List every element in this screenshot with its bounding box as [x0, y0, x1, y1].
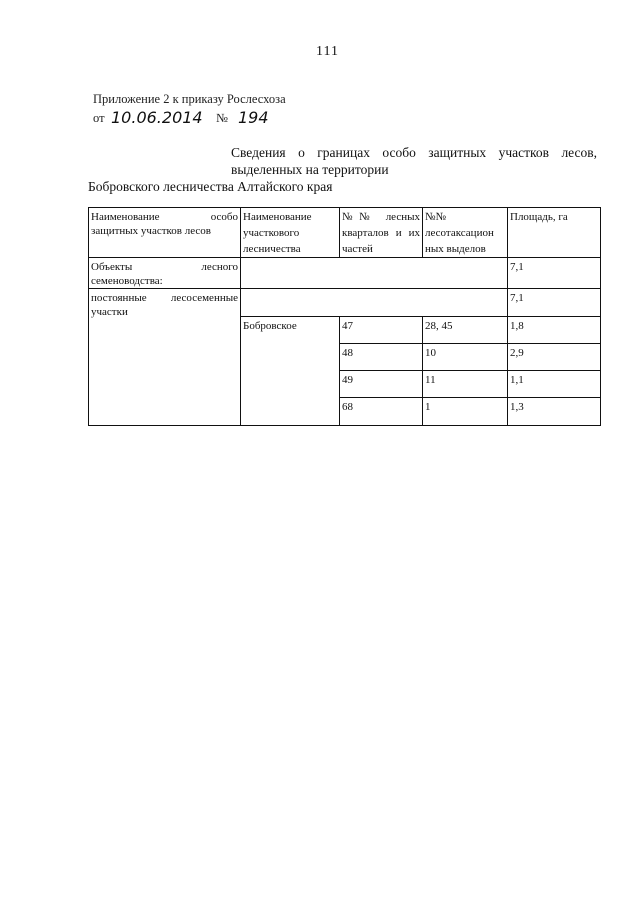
protected-areas-table: [88, 207, 601, 426]
document-title-line-3: Бобровского лесничества Алтайского края: [88, 179, 333, 194]
vydel-cell: 11: [423, 371, 508, 398]
header-text: лесотаксацион: [425, 227, 494, 239]
header-text: лесничества: [243, 243, 301, 255]
vydel-cell: 10: [423, 344, 508, 371]
header-text: частей: [342, 243, 373, 255]
header-text: Наименование: [243, 211, 312, 223]
order-number-label: №: [216, 111, 228, 125]
area-cell: 1,3: [508, 398, 601, 426]
order-reference-line: [93, 108, 269, 127]
cell-text: постоянные лесосеменные: [91, 292, 238, 304]
group-name-cell: [89, 258, 241, 289]
header-text: защитных участков лесов: [91, 225, 211, 237]
cell-text: семеноводства:: [91, 275, 163, 287]
cell-text: Объекты лесного: [91, 261, 238, 273]
header-cell-vydels: [423, 208, 508, 258]
vydel-cell: 1: [423, 398, 508, 426]
cell-text: участки: [91, 306, 128, 318]
area-cell: 1,8: [508, 317, 601, 344]
group-name-cell: [89, 289, 241, 426]
header-text: ных выделов: [425, 243, 486, 255]
area-cell: 2,9: [508, 344, 601, 371]
header-text: №№ лесных: [342, 211, 420, 223]
merged-empty-cell: [241, 258, 508, 289]
header-text: Наименование особо: [91, 211, 238, 223]
header-cell-protected-area: [89, 208, 241, 258]
table-row: [89, 258, 601, 289]
header-cell-forestry: [241, 208, 340, 258]
forestry-name-cell: Бобровское: [241, 317, 340, 426]
order-date-label: от: [93, 111, 105, 125]
order-date-handwritten: 10.06.2014: [111, 108, 203, 127]
header-text: кварталов и их: [342, 227, 420, 239]
header-text: участкового: [243, 227, 300, 239]
header-cell-area: Площадь, га: [508, 208, 601, 258]
quarter-cell: 48: [340, 344, 423, 371]
area-cell: 7,1: [508, 258, 601, 289]
header-text: №№: [425, 211, 446, 223]
area-cell: 1,1: [508, 371, 601, 398]
quarter-cell: 68: [340, 398, 423, 426]
area-cell: 7,1: [508, 289, 601, 317]
table-row: [89, 289, 601, 317]
page-number: 111: [316, 44, 339, 59]
table-header-row: [89, 208, 601, 258]
quarter-cell: 47: [340, 317, 423, 344]
vydel-cell: 28, 45: [423, 317, 508, 344]
merged-empty-cell: [241, 289, 508, 317]
appendix-reference: Приложение 2 к приказу Рослесхоза: [93, 92, 286, 106]
document-title-line-2: выделенных на территории: [231, 162, 389, 177]
order-number-handwritten: 194: [238, 108, 269, 127]
header-cell-quarters: [340, 208, 423, 258]
document-title-line-1: Сведения о границах особо защитных участков лесов,: [231, 145, 597, 160]
quarter-cell: 49: [340, 371, 423, 398]
